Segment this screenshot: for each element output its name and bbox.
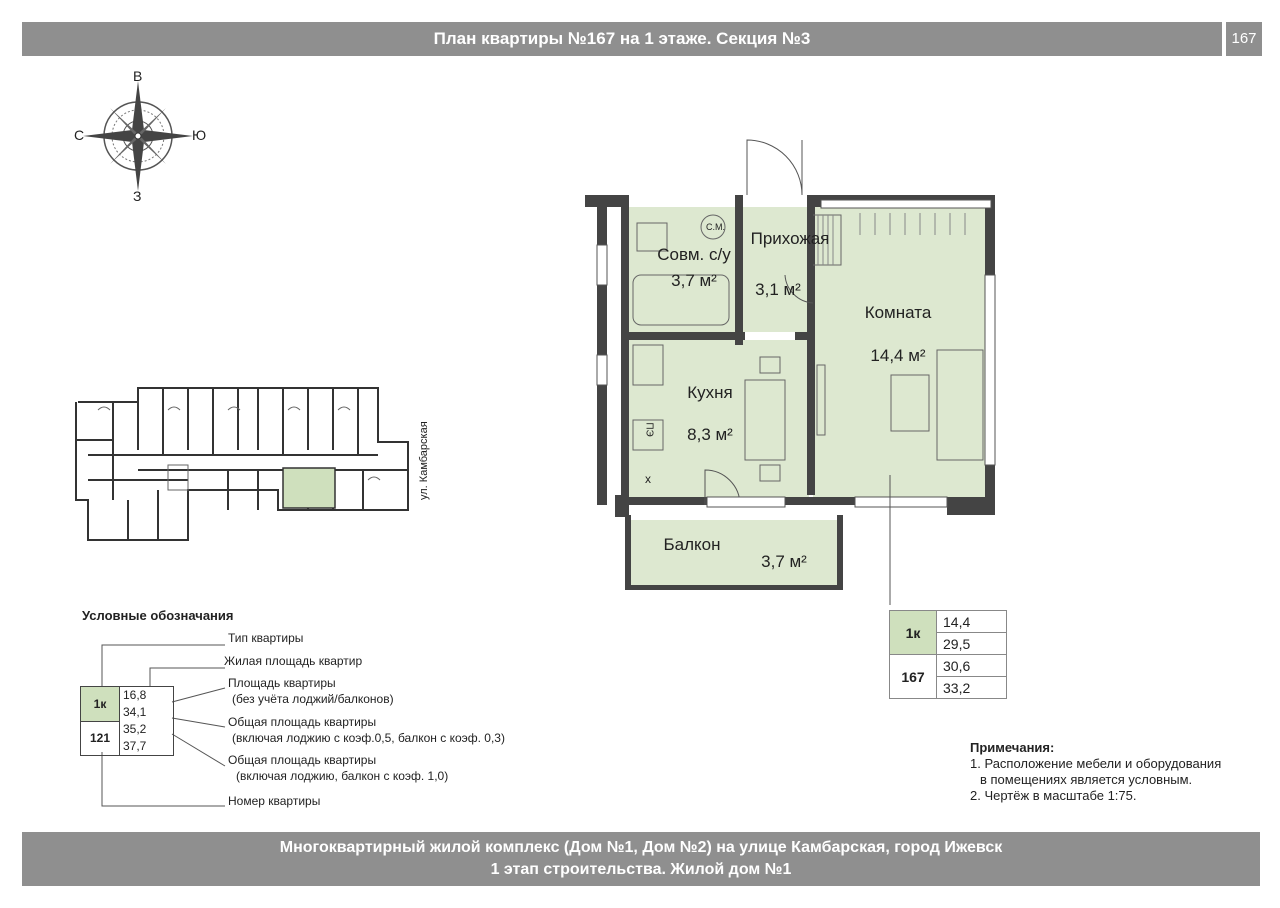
building-key-plan xyxy=(68,380,413,545)
bathroom-area: 3,7 м² xyxy=(671,271,717,290)
kitchen-name: Кухня xyxy=(687,383,733,402)
apartment-value: 29,5 xyxy=(937,633,1007,655)
notes-block xyxy=(970,740,1221,804)
balcony-area: 3,7 м² xyxy=(761,552,807,571)
legend-sample-value: 35,2 xyxy=(123,722,147,736)
hall-area: 3,1 м² xyxy=(755,280,801,299)
footer-line-2: 1 этап строительства. Жилой дом №1 xyxy=(490,861,792,878)
legend-item: Тип квартиры xyxy=(228,631,304,645)
apartment-type: 1к xyxy=(890,611,937,655)
room-name: Комната xyxy=(864,303,932,322)
notes-line: в помещениях является условным. xyxy=(980,772,1193,787)
page-title: План квартиры №167 на 1 этаже. Секция №3 xyxy=(22,22,1222,56)
compass-east-label: Ю xyxy=(192,127,207,143)
balcony-name: Балкон xyxy=(663,535,721,554)
stove-label: ПЭ xyxy=(643,422,655,437)
apartment-floor-plan xyxy=(585,135,1005,605)
bathroom-name: Совм. с/у xyxy=(657,245,731,264)
room-area: 14,4 м² xyxy=(870,346,926,365)
legend-item: Общая площадь квартиры xyxy=(228,753,377,767)
legend-item: Площадь квартиры xyxy=(228,676,336,690)
kitchen-area: 8,3 м² xyxy=(687,425,733,444)
notes-line: 1. Расположение мебели и оборудования xyxy=(970,756,1222,771)
legend-item: (без учёта лоджий/балконов) xyxy=(232,692,394,706)
hall-name: Прихожая xyxy=(750,229,830,248)
compass-west-label: С xyxy=(74,127,85,143)
notes-line: 2. Чертёж в масштабе 1:75. xyxy=(970,788,1137,803)
legend-item: Жилая площадь квартир xyxy=(224,654,363,668)
apartment-info-table xyxy=(889,610,1007,699)
legend-sample-number: 121 xyxy=(81,722,120,755)
legend-item: (включая лоджию с коэф.0,5, балкон с коэф. 0,3) xyxy=(232,731,505,745)
apartment-value: 14,4 xyxy=(937,611,1007,633)
page-number: 167 xyxy=(1224,22,1262,56)
legend-sample-value: 16,8 xyxy=(123,688,147,702)
apartment-value: 30,6 xyxy=(937,655,1007,677)
legend-item: (включая лоджию, балкон с коэф. 1,0) xyxy=(236,769,449,783)
footer-bar xyxy=(22,832,1260,886)
washer-label: С.М. xyxy=(706,222,725,232)
legend-sample-value: 34,1 xyxy=(123,705,147,719)
compass-south-label: З xyxy=(133,188,142,204)
compass-north-label: В xyxy=(133,68,143,84)
legend-item: Номер квартиры xyxy=(228,794,321,808)
street-label: ул. Камбарская xyxy=(418,421,430,500)
legend-sample-value: 37,7 xyxy=(123,739,147,753)
footer-line-1: Многоквартирный жилой комплекс (Дом №1, Дом №2) на улице Камбарская, город Ижевск xyxy=(279,839,1003,856)
apartment-number: 167 xyxy=(890,655,937,699)
legend-sample-type: 1к xyxy=(81,687,120,722)
apartment-value: 33,2 xyxy=(937,677,1007,699)
x-mark-label: х xyxy=(645,472,651,486)
legend-item: Общая площадь квартиры xyxy=(228,715,377,729)
notes-title: Примечания: xyxy=(970,740,1055,755)
legend-title: Условные обозначания xyxy=(82,608,234,623)
legend-sample-card xyxy=(80,686,174,756)
